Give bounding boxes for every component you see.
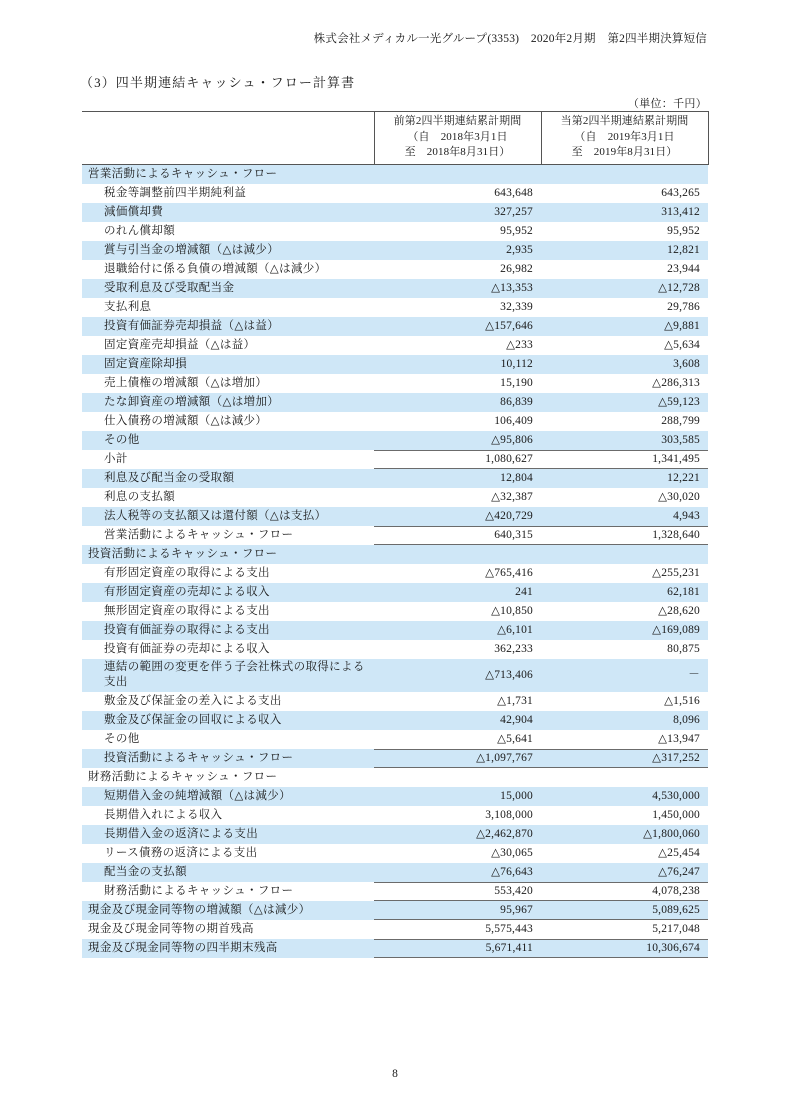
row-value-current: 1,450,000 <box>652 808 700 821</box>
table-row <box>82 920 708 939</box>
row-value-current: 313,412 <box>541 203 708 222</box>
row-label: 財務活動によるキャッシュ・フロー <box>88 770 278 783</box>
table-body <box>82 164 708 958</box>
table-row <box>82 882 708 901</box>
table-row <box>82 317 708 336</box>
table-row <box>82 692 708 711</box>
table-row <box>82 222 708 241</box>
row-value-current: △169,089 <box>541 621 708 640</box>
row-value-current: 4,943 <box>541 507 708 526</box>
row-value-current <box>541 768 708 787</box>
unit-note: （単位：千円） <box>627 98 707 110</box>
table-row <box>82 939 708 958</box>
table-row <box>82 564 708 583</box>
table-row <box>82 825 708 844</box>
row-value-previous: 3,108,000 <box>485 808 533 821</box>
row-label: 有形固定資産の取得による支出 <box>104 566 270 579</box>
row-value-previous: △10,850 <box>491 604 533 617</box>
row-value-current: △76,247 <box>541 863 708 882</box>
row-label: 無形固定資産の取得による支出 <box>104 604 270 617</box>
row-value-previous: 643,648 <box>494 186 533 199</box>
table-row <box>82 545 708 564</box>
table-header <box>82 112 708 165</box>
prev-period-line2: （自 2018年3月1日 <box>407 130 508 143</box>
row-value-previous: 553,420 <box>374 882 541 901</box>
row-value-current: 80,875 <box>667 642 700 655</box>
row-label: 受取利息及び受取配当金 <box>82 279 374 298</box>
row-label: 敷金及び保証金の差入による支出 <box>104 694 282 707</box>
row-value-current: 1,328,640 <box>541 526 708 545</box>
row-value-previous: △2,462,870 <box>374 825 541 844</box>
table-row <box>82 640 708 659</box>
table-row <box>82 393 708 412</box>
table-row <box>82 659 708 692</box>
row-label: 連結の範囲の変更を伴う子会社株式の取得による支出 <box>82 659 374 692</box>
row-label: 税金等調整前四半期純利益 <box>104 186 247 199</box>
row-label: 小計 <box>104 452 128 465</box>
row-value-previous: 86,839 <box>374 393 541 412</box>
row-label: 現金及び現金同等物の増減額（△は減少） <box>82 901 374 920</box>
cash-flow-table <box>82 111 709 958</box>
row-value-current: 4,530,000 <box>541 787 708 806</box>
row-value-current: △12,728 <box>541 279 708 298</box>
table-row <box>82 184 708 203</box>
row-value-current: △25,454 <box>658 846 700 859</box>
row-value-current: △1,516 <box>664 694 700 707</box>
row-label: 短期借入金の純増減額（△は減少） <box>82 787 374 806</box>
row-value-previous: △76,643 <box>374 863 541 882</box>
prev-period-line3: 至 2018年8月31日） <box>404 146 511 158</box>
table-row <box>82 241 708 260</box>
row-label: 投資有価証券の取得による支出 <box>82 621 374 640</box>
table-row <box>82 355 708 374</box>
row-value-previous: 640,315 <box>374 526 541 545</box>
curr-period-line2: （自 2019年3月1日 <box>574 130 675 143</box>
table-row <box>82 526 708 545</box>
row-value-current: 1,341,495 <box>541 450 708 469</box>
row-label: 固定資産除却損 <box>82 355 374 374</box>
row-value-previous: 12,804 <box>374 469 541 488</box>
row-label: リース債務の返済による支出 <box>104 846 258 859</box>
row-label: 支払利息 <box>104 300 152 313</box>
row-label: 営業活動によるキャッシュ・フロー <box>82 164 374 184</box>
row-label: 賞与引当金の増減額（△は減少） <box>82 241 374 260</box>
row-value-current: △13,947 <box>658 732 700 745</box>
curr-period-line3: 至 2019年8月31日） <box>571 146 678 158</box>
row-value-previous: △765,416 <box>485 566 533 579</box>
row-label: 敷金及び保証金の回収による収入 <box>82 711 374 730</box>
table-row <box>82 260 708 279</box>
table-row <box>82 583 708 602</box>
row-value-previous: △5,641 <box>497 732 533 745</box>
row-label: その他 <box>82 431 374 450</box>
row-label: 利息及び配当金の受取額 <box>82 469 374 488</box>
table-row <box>82 621 708 640</box>
row-value-current <box>541 164 708 184</box>
column-header-current-period <box>541 112 708 165</box>
table-row <box>82 507 708 526</box>
table-row <box>82 450 708 469</box>
row-value-previous: 42,904 <box>374 711 541 730</box>
row-value-previous: △30,065 <box>491 846 533 859</box>
table-row <box>82 412 708 431</box>
row-label: 配当金の支払額 <box>82 863 374 882</box>
row-label: 減価償却費 <box>82 203 374 222</box>
row-value-current: △28,620 <box>658 604 700 617</box>
table-row <box>82 901 708 920</box>
row-value-current: 10,306,674 <box>541 939 708 958</box>
table-row <box>82 469 708 488</box>
row-label: その他 <box>104 732 140 745</box>
row-value-previous: 362,233 <box>494 642 533 655</box>
row-label: 財務活動によるキャッシュ・フロー <box>104 884 294 897</box>
table-row <box>82 787 708 806</box>
row-value-current: △317,252 <box>541 749 708 768</box>
row-value-previous: 241 <box>374 583 541 602</box>
row-value-previous: 327,257 <box>374 203 541 222</box>
row-value-previous: △420,729 <box>374 507 541 526</box>
row-value-previous: △713,406 <box>374 659 541 692</box>
row-value-current: 12,821 <box>541 241 708 260</box>
row-label: 現金及び現金同等物の四半期末残高 <box>82 939 374 958</box>
row-value-previous <box>374 545 541 564</box>
row-value-previous: △6,101 <box>374 621 541 640</box>
row-label: のれん償却額 <box>104 224 176 237</box>
page-number: 8 <box>392 1068 398 1080</box>
table-row <box>82 431 708 450</box>
row-label: 営業活動によるキャッシュ・フロー <box>104 528 294 541</box>
table-row <box>82 374 708 393</box>
row-label: 仕入債務の増減額（△は減少） <box>104 414 268 427</box>
row-label: 固定資産売却損益（△は益） <box>104 338 256 351</box>
row-label: 投資有価証券の売却による収入 <box>104 642 270 655</box>
row-value-current: 62,181 <box>541 583 708 602</box>
row-value-current: 8,096 <box>541 711 708 730</box>
column-header-label <box>82 112 374 165</box>
row-label: 退職給付に係る負債の増減額（△は減少） <box>104 262 327 275</box>
row-value-current: △1,800,060 <box>541 825 708 844</box>
row-label: 利息の支払額 <box>104 490 176 503</box>
row-value-previous: 15,000 <box>374 787 541 806</box>
row-value-current: 95,952 <box>667 224 700 237</box>
row-value-previous: 15,190 <box>500 376 533 389</box>
row-value-previous: △13,353 <box>374 279 541 298</box>
table-row <box>82 488 708 507</box>
prev-period-line1: 前第2四半期連結累計期間 <box>393 115 522 127</box>
row-value-previous: △95,806 <box>374 431 541 450</box>
row-value-previous: △1,731 <box>497 694 533 707</box>
table-row <box>82 844 708 863</box>
table-row <box>82 730 708 749</box>
row-label: 投資活動によるキャッシュ・フロー <box>82 749 374 768</box>
row-label: 現金及び現金同等物の期首残高 <box>88 922 254 935</box>
row-value-current: △59,123 <box>541 393 708 412</box>
row-label: 法人税等の支払額又は還付額（△は支払） <box>82 507 374 526</box>
column-header-previous-period <box>374 112 541 165</box>
table-row <box>82 279 708 298</box>
row-value-previous: 1,080,627 <box>374 450 541 469</box>
table-row <box>82 298 708 317</box>
row-value-current: △9,881 <box>541 317 708 336</box>
table-row <box>82 806 708 825</box>
row-value-current: 29,786 <box>667 300 700 313</box>
table-row <box>82 711 708 730</box>
row-value-current <box>541 545 708 564</box>
row-value-current: 5,089,625 <box>541 901 708 920</box>
row-value-previous: 95,967 <box>374 901 541 920</box>
row-value-current: 3,608 <box>541 355 708 374</box>
row-value-previous: 26,982 <box>500 262 533 275</box>
row-value-previous: 5,671,411 <box>374 939 541 958</box>
row-value-current: △5,634 <box>664 338 700 351</box>
row-value-current: 12,221 <box>541 469 708 488</box>
row-value-previous <box>374 768 541 787</box>
row-value-previous: 2,935 <box>374 241 541 260</box>
table-row <box>82 602 708 621</box>
row-value-previous: 106,409 <box>494 414 533 427</box>
table-row <box>82 768 708 787</box>
row-value-current: △286,313 <box>652 376 700 389</box>
table-row <box>82 863 708 882</box>
table-row <box>82 203 708 222</box>
row-value-current: △30,020 <box>658 490 700 503</box>
row-value-current: △255,231 <box>652 566 700 579</box>
row-value-previous: 10,112 <box>374 355 541 374</box>
row-label: たな卸資産の増減額（△は増加） <box>82 393 374 412</box>
row-value-current: － <box>541 659 708 692</box>
row-label: 売上債権の増減額（△は増加） <box>104 376 268 389</box>
row-value-current: 643,265 <box>661 186 700 199</box>
row-value-previous: △233 <box>506 338 533 351</box>
row-value-current: 4,078,238 <box>541 882 708 901</box>
table-row <box>82 749 708 768</box>
row-label: 長期借入れによる収入 <box>104 808 223 821</box>
row-value-current: 23,944 <box>667 262 700 275</box>
curr-period-line1: 当第2四半期連結累計期間 <box>560 115 689 127</box>
row-value-previous <box>374 164 541 184</box>
table-row <box>82 164 708 184</box>
row-value-current: 303,585 <box>541 431 708 450</box>
row-value-previous: △1,097,767 <box>374 749 541 768</box>
row-value-previous: 95,952 <box>500 224 533 237</box>
row-label: 長期借入金の返済による支出 <box>82 825 374 844</box>
row-label: 投資活動によるキャッシュ・フロー <box>82 545 374 564</box>
row-value-previous: △157,646 <box>374 317 541 336</box>
row-label: 有形固定資産の売却による収入 <box>82 583 374 602</box>
row-value-current: 5,217,048 <box>652 922 700 935</box>
row-label: 投資有価証券売却損益（△は益） <box>82 317 374 336</box>
document-header: 株式会社メディカル一光グループ(3353) 2020年2月期 第2四半期決算短信 <box>313 33 707 45</box>
table-row <box>82 336 708 355</box>
section-title: （3）四半期連結キャッシュ・フロー計算書 <box>80 75 356 90</box>
row-value-previous: △32,387 <box>491 490 533 503</box>
row-value-previous: 32,339 <box>500 300 533 313</box>
row-value-current: 288,799 <box>661 414 700 427</box>
row-value-previous: 5,575,443 <box>485 922 533 935</box>
